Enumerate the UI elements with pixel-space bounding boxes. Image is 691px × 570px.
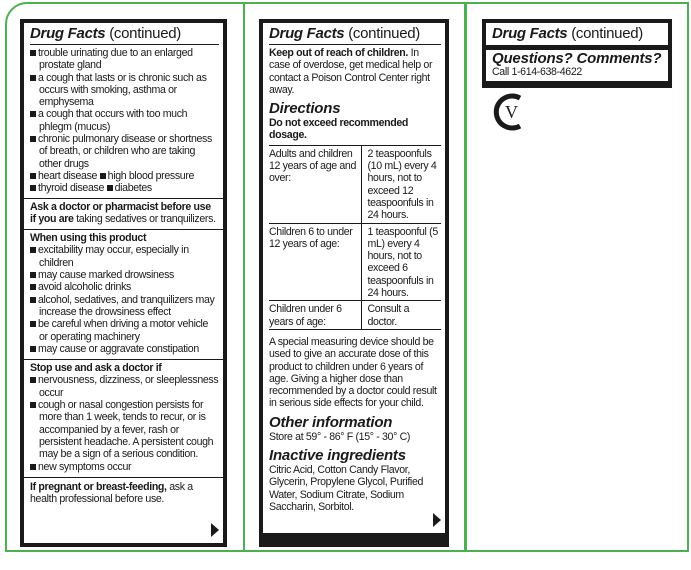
list-item: heart disease high blood pressure [30,170,219,182]
drug-facts-title: Drug Facts (continued) [269,25,441,45]
list-item: a cough that lasts or is chronic such as occurs with smoking, asthma or emphysema [30,72,219,109]
list-item: may cause marked drowsiness [30,269,219,281]
table-row: Children 6 to under 12 years of age: 1 teaspoonful (5 mL) every 4 hours, not to exceed 6 teaspoonfuls in 24 hours. [269,223,441,301]
drug-facts-box-2 [259,19,449,547]
ask-doctor-section: Ask a doctor or pharmacist before use if you are taking sedatives or tranquilizers. [24,198,223,228]
table-row: Adults and children 12 years of age and over: 2 teaspoonfuls (10 mL) every 4 hours, not to exceed 12 teaspoonfuls in 24 hours. [269,145,441,223]
drug-facts-title: Drug Facts (continued) [492,25,643,42]
dosage-table [269,145,441,330]
when-using-section: When using this product excitability may occur, especially in children may cause marked drowsiness avoid alcoholic drinks alcohol, sedatives, and tranquilizers may increase the drowsiness effect be careful when driving a motor vehicle or operating machinery may cause or aggravate constipation [24,229,223,357]
list-item: nervousness, dizziness, or sleeplessness occur [30,374,219,399]
drug-facts-box-3 [482,19,672,88]
list-item: be careful when driving a motor vehicle or operating machinery [30,318,219,343]
svg-text:V: V [505,102,518,122]
list-item: may cause or aggravate constipation [30,343,219,355]
stop-use-section: Stop use and ask a doctor if nervousness, dizziness, or sleeplessness occur cough or nasal congestion persists for more than 1 week, tends to recur, or is accompanied by a fever, rash or persistent headache. A persistent cough may be a sign of a serious condition. new symptoms occur [24,359,223,475]
continue-arrow-icon [211,523,219,537]
drug-facts-title: Drug Facts (continued) [30,25,219,45]
list-item: a cough that occurs with too much phlegm (mucus) [30,108,219,133]
other-information-section: Other information Store at 59° - 86° F (15° - 30° C) [263,413,445,446]
table-row: Children under 6 years of age: Consult a doctor. [269,301,441,330]
list-item: excitability may occur, especially in children [30,244,219,269]
warnings-list [30,47,219,195]
keep-out-section: Drug Facts (continued) Keep out of reach of children. In case of overdose, get medical help or contact a Poison Control Center right away. [263,23,445,99]
list-item: thyroid disease diabetes [30,182,219,194]
continue-arrow-icon [433,513,441,527]
directions-section: Directions Do not exceed recommended dosage. Adults and children 12 years of age and over: 2 teaspoonfuls (10 mL) every 4 hours, not to exceed 12 teaspoonfuls in 24 hours. Children 6 to under 12 years of age: 1 teaspoonful (5 mL) every 4 hours, not to exceed 6 teaspoonfuls in 24 hours. Children under 6 years of age: Consult a doctor. A special measuring device should be used to give an accurate dose of this product to children under 6 years of age. Giving a higher dose than recommended by a doctor could result in serious side effects for your child. [263,99,445,413]
cv-logo [490,92,530,132]
list-item: chronic pulmonary disease or shortness of breath, or children who are taking other drugs [30,133,219,170]
drug-facts-box-1 [20,19,227,547]
list-item: avoid alcoholic drinks [30,281,219,293]
questions-section: Questions? Comments? Call 1-614-638-4622 [486,50,668,81]
phone-number: Call 1-614-638-4622 [492,66,582,78]
pregnancy-section: If pregnant or breast-feeding, ask a health professional before use. [24,477,223,508]
list-item: new symptoms occur [30,461,219,473]
list-item: cough or nasal congestion persists for more than 1 week, tends to recur, or is accompanied by a fever, rash or persistent headache. A persistent cough may be a sign of a serious condition. [30,399,219,460]
list-item: alcohol, sedatives, and tranquilizers may increase the drowsiness effect [30,294,219,319]
list-item: trouble urinating due to an enlarged prostate gland [30,47,219,72]
inactive-ingredients-section: Inactive ingredients Citric Acid, Cotton Candy Flavor, Glycerin, Propylene Glycol, Purified Water, Sodium Citrate, Sodium Saccharin, Sorbitol. [263,446,445,533]
measuring-note: A special measuring device should be used to give an accurate dose of this product to children under 6 years of age. Giving a higher dose than recommended by a doctor could result in serious side effects for your child. [269,335,437,410]
